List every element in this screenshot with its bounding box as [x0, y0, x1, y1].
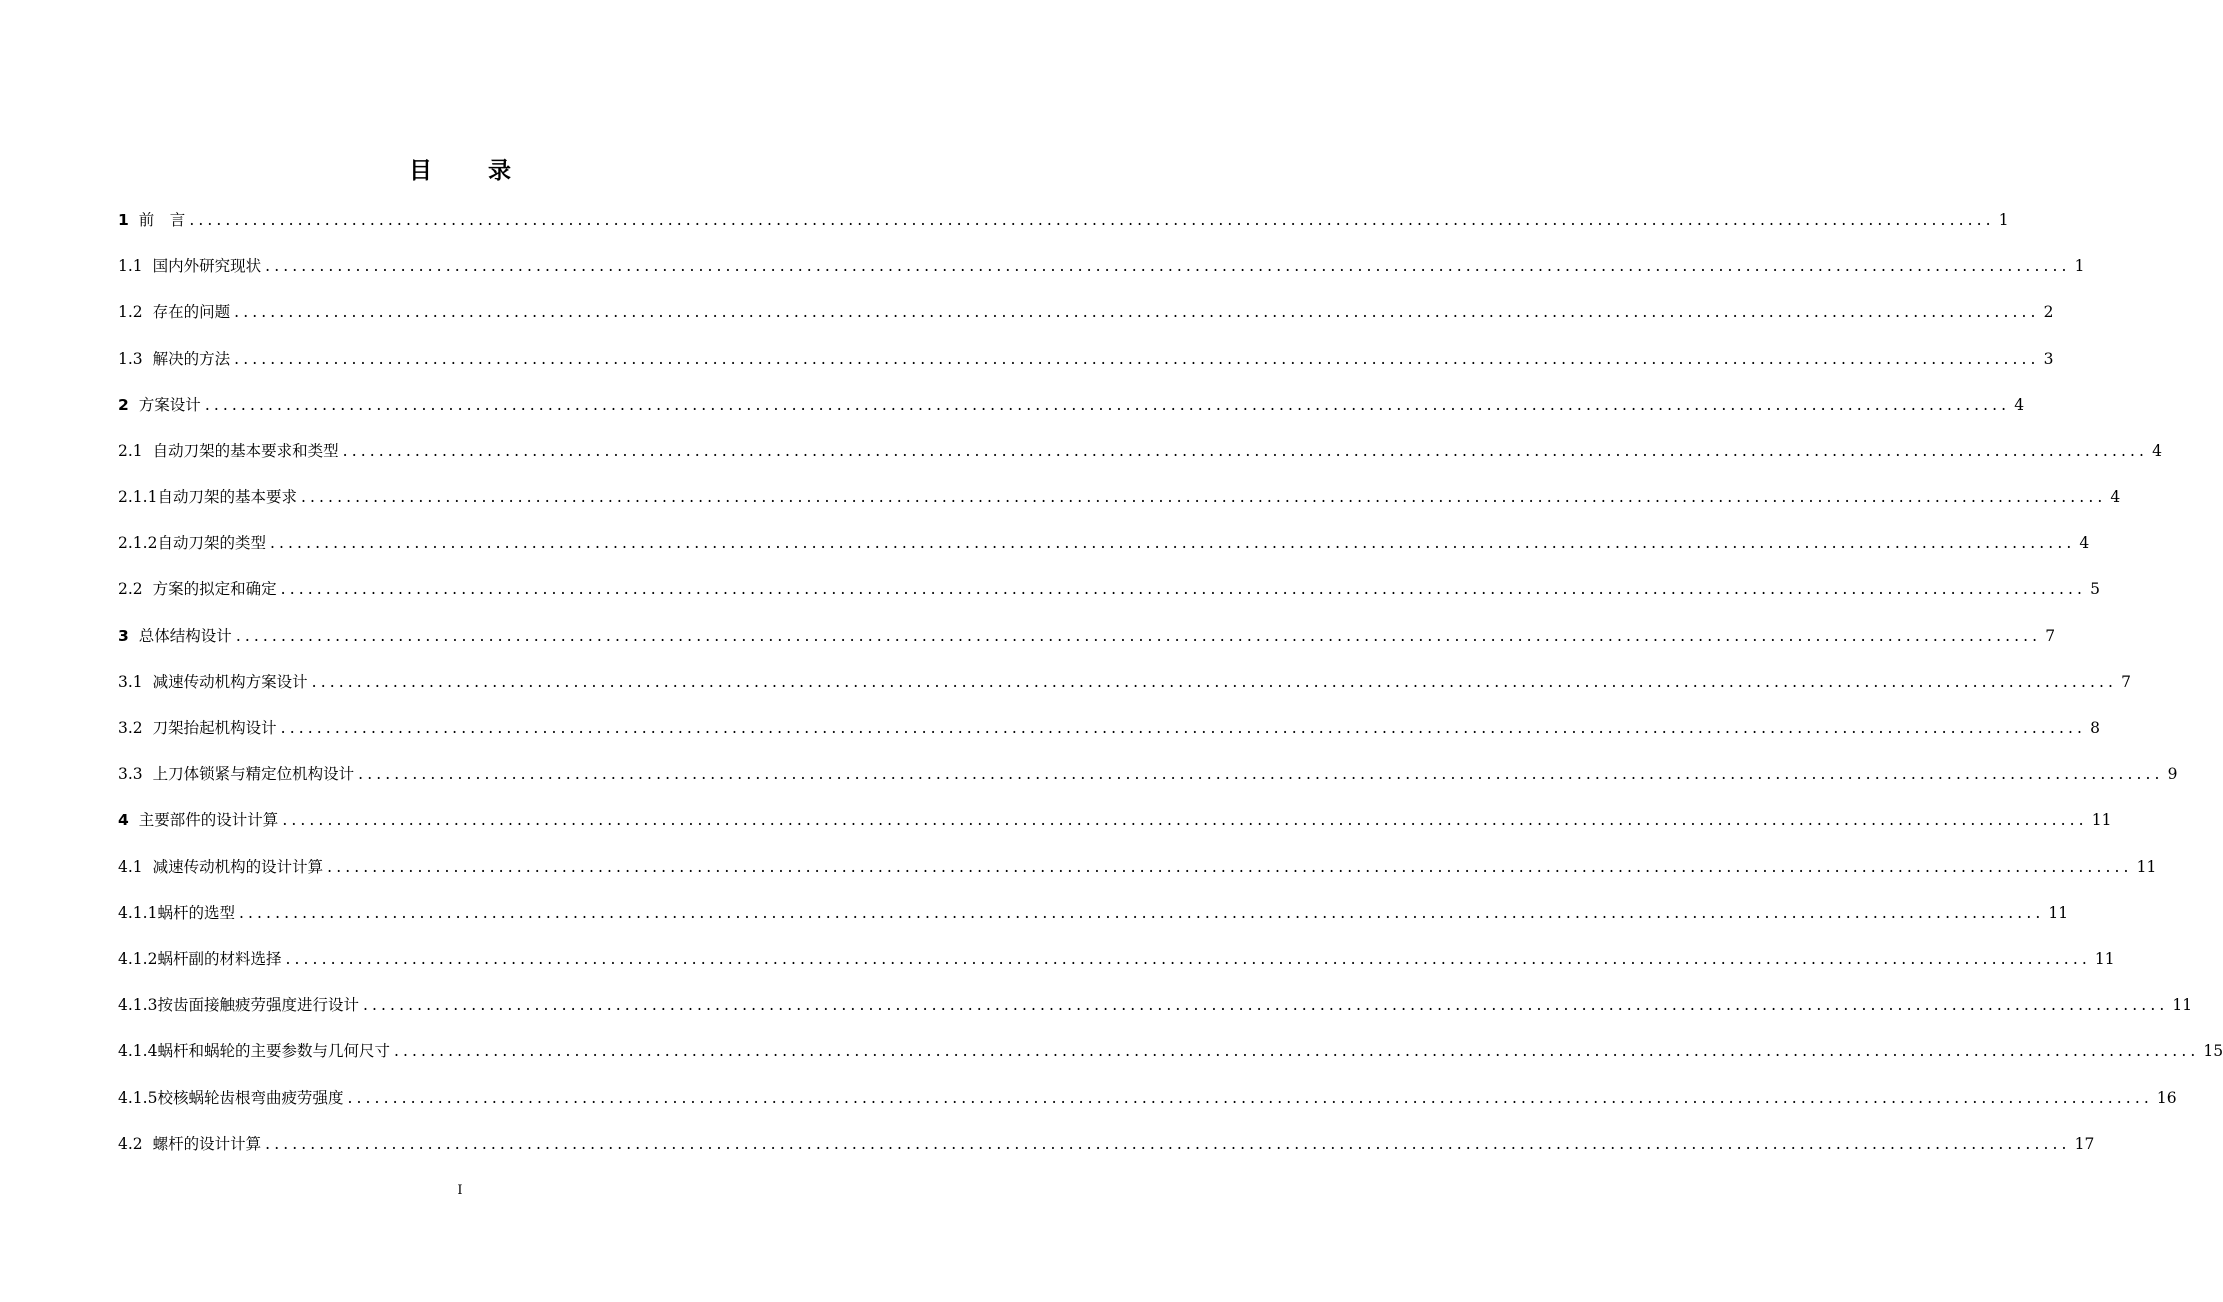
- toc-entry-label: 国内外研究现状: [152, 257, 262, 276]
- dot-leader: ........................................................................................................................................................................................................: [327, 857, 2133, 876]
- toc-entry-number: 2.2: [118, 580, 143, 599]
- dot-leader: ........................................................................................................................................................................................................: [265, 1134, 2071, 1153]
- toc-entry-page: 11: [2172, 996, 2193, 1015]
- toc-entry[interactable]: [118, 890, 2069, 936]
- toc-entry[interactable]: [118, 844, 2157, 890]
- toc-entry-number: 4.1.5: [118, 1088, 158, 1107]
- toc-entry-number: 4.1.3: [118, 996, 158, 1015]
- dot-leader: ........................................................................................................................................................................................................: [204, 395, 2011, 414]
- dot-leader: ........................................................................................................................................................................................................: [238, 903, 2045, 922]
- toc-entry-number: 4.1.4: [118, 1042, 158, 1061]
- toc-entry[interactable]: [118, 474, 2121, 520]
- toc-entry-page: 7: [2121, 672, 2131, 691]
- toc-entry-number: 4.1.2: [118, 949, 158, 968]
- toc-entry-number: 1: [118, 210, 129, 229]
- toc-entry-page: 7: [2045, 626, 2056, 645]
- toc-entry-label: 自动刀架的类型: [157, 534, 266, 553]
- dot-leader: ........................................................................................................................................................................................................: [300, 488, 2107, 507]
- toc-entry-label: 螺杆的设计计算: [152, 1134, 262, 1153]
- dot-leader: ........................................................................................................................................................................................................: [234, 349, 2040, 368]
- toc-entry-label: 刀架抬起机构设计: [152, 719, 277, 738]
- toc-entry-page: 2: [2043, 303, 2054, 322]
- toc-entry-page: 11: [2094, 949, 2115, 968]
- toc-entry-page: 1: [2074, 257, 2085, 276]
- toc-entry-page: 3: [2043, 349, 2054, 368]
- toc-entry[interactable]: [118, 197, 2009, 243]
- dot-leader: ........................................................................................................................................................................................................: [362, 996, 2169, 1015]
- toc-entry-label: 校核蜗轮齿根弯曲疲劳强度: [157, 1088, 344, 1107]
- toc-entry-number: 4.1.1: [118, 903, 158, 922]
- toc-entry[interactable]: [118, 336, 2054, 382]
- toc-entry-number: 2.1.1: [118, 488, 158, 507]
- toc-entry-number: 1.1: [118, 257, 143, 276]
- toc-entry-label: 前 言: [138, 210, 186, 229]
- toc-entry-label: 方案的拟定和确定: [152, 580, 277, 599]
- toc-entry[interactable]: [118, 613, 2056, 659]
- toc-entry-number: 1.3: [118, 349, 143, 368]
- toc-entry-label: 上刀体锁紧与精定位机构设计: [152, 765, 355, 784]
- toc-entry[interactable]: [118, 520, 2090, 566]
- toc-entry[interactable]: [118, 705, 2100, 751]
- dot-leader: ........................................................................................................................................................................................................: [282, 811, 2088, 830]
- dot-leader: ........................................................................................................................................................................................................: [189, 210, 1995, 229]
- toc-entry-number: 2.1: [118, 441, 143, 460]
- toc-entry-label: 存在的问题: [152, 303, 231, 322]
- toc-entry-number: 3.2: [118, 719, 143, 738]
- dot-leader: ........................................................................................................................................................................................................: [269, 534, 2076, 553]
- toc-entry-page: 11: [2048, 903, 2069, 922]
- toc-entry-page: 4: [2079, 534, 2090, 553]
- toc-entry-page: 4: [2110, 488, 2121, 507]
- toc-entry-page: 11: [2091, 811, 2112, 830]
- toc-entry-page: 4: [2014, 395, 2025, 414]
- toc-entry[interactable]: [118, 982, 2193, 1028]
- toc-entry[interactable]: [118, 243, 2085, 289]
- toc-entry-page: 9: [2167, 765, 2178, 784]
- toc-entry-label: 蜗杆和蜗轮的主要参数与几何尺寸: [157, 1042, 390, 1061]
- dot-leader: ........................................................................................................................................................................................................: [280, 719, 2087, 738]
- toc-entry-page: 17: [2074, 1134, 2095, 1153]
- dot-leader: ........................................................................................................................................................................................................: [235, 626, 2042, 645]
- toc-entry-number: 1.2: [118, 303, 143, 322]
- toc-entry[interactable]: [118, 751, 2178, 797]
- toc-entry-number: 3: [118, 626, 129, 645]
- toc-entry-number: 4.2: [118, 1134, 143, 1153]
- dot-leader: ........................................................................................................................................................................................................: [285, 949, 2091, 968]
- toc-entry-page: 15: [2203, 1042, 2223, 1061]
- dot-leader: ........................................................................................................................................................................................................: [342, 441, 2149, 460]
- toc-entry-number: 3.3: [118, 765, 143, 784]
- toc-entry-label: 解决的方法: [152, 349, 231, 368]
- table-of-contents: [118, 197, 2223, 1167]
- page-footer-number: I: [457, 1183, 463, 1198]
- toc-entry[interactable]: [118, 936, 2115, 982]
- toc-entry-page: 1: [1998, 210, 2009, 229]
- toc-entry[interactable]: [118, 382, 2025, 428]
- toc-entry-label: 自动刀架的基本要求和类型: [152, 441, 339, 460]
- toc-entry[interactable]: [118, 659, 2131, 705]
- toc-entry-label: 蜗杆的选型: [157, 903, 235, 922]
- toc-entry-page: 16: [2156, 1088, 2177, 1107]
- toc-entry-number: 4.1: [118, 857, 143, 876]
- toc-entry-label: 减速传动机构方案设计: [152, 672, 308, 691]
- toc-entry[interactable]: [118, 1028, 2223, 1074]
- dot-leader: ........................................................................................................................................................................................................: [311, 672, 2118, 691]
- toc-entry[interactable]: [118, 428, 2162, 474]
- dot-leader: ........................................................................................................................................................................................................: [234, 303, 2040, 322]
- toc-entry-number: 2.1.2: [118, 534, 158, 553]
- toc-entry[interactable]: [118, 797, 2112, 843]
- toc-entry-label: 按齿面接触疲劳强度进行设计: [157, 996, 359, 1015]
- toc-entry-number: 4: [118, 811, 129, 830]
- toc-entry[interactable]: [118, 289, 2054, 335]
- toc-entry-label: 总体结构设计: [138, 626, 232, 645]
- toc-entry-label: 方案设计: [138, 395, 201, 414]
- toc-entry[interactable]: [118, 1121, 2095, 1167]
- toc-entry-label: 主要部件的设计计算: [138, 811, 279, 830]
- toc-entry-number: 2: [118, 395, 129, 414]
- toc-entry-page: 8: [2090, 719, 2100, 738]
- toc-entry-number: 3.1: [118, 672, 143, 691]
- toc-entry-label: 减速传动机构的设计计算: [152, 857, 324, 876]
- dot-leader: ........................................................................................................................................................................................................: [280, 580, 2087, 599]
- toc-entry-label: 蜗杆副的材料选择: [157, 949, 282, 968]
- toc-entry[interactable]: [118, 567, 2100, 613]
- toc-entry[interactable]: [118, 1075, 2177, 1121]
- toc-entry-page: 11: [2136, 857, 2157, 876]
- toc-entry-page: 5: [2090, 580, 2100, 599]
- dot-leader: ........................................................................................................................................................................................................: [393, 1042, 2200, 1061]
- dot-leader: ........................................................................................................................................................................................................: [347, 1088, 2153, 1107]
- dot-leader: ........................................................................................................................................................................................................: [358, 765, 2164, 784]
- dot-leader: ........................................................................................................................................................................................................: [265, 257, 2071, 276]
- toc-entry-label: 自动刀架的基本要求: [157, 488, 297, 507]
- toc-title: 目 录: [408, 158, 535, 184]
- toc-entry-page: 4: [2152, 441, 2162, 460]
